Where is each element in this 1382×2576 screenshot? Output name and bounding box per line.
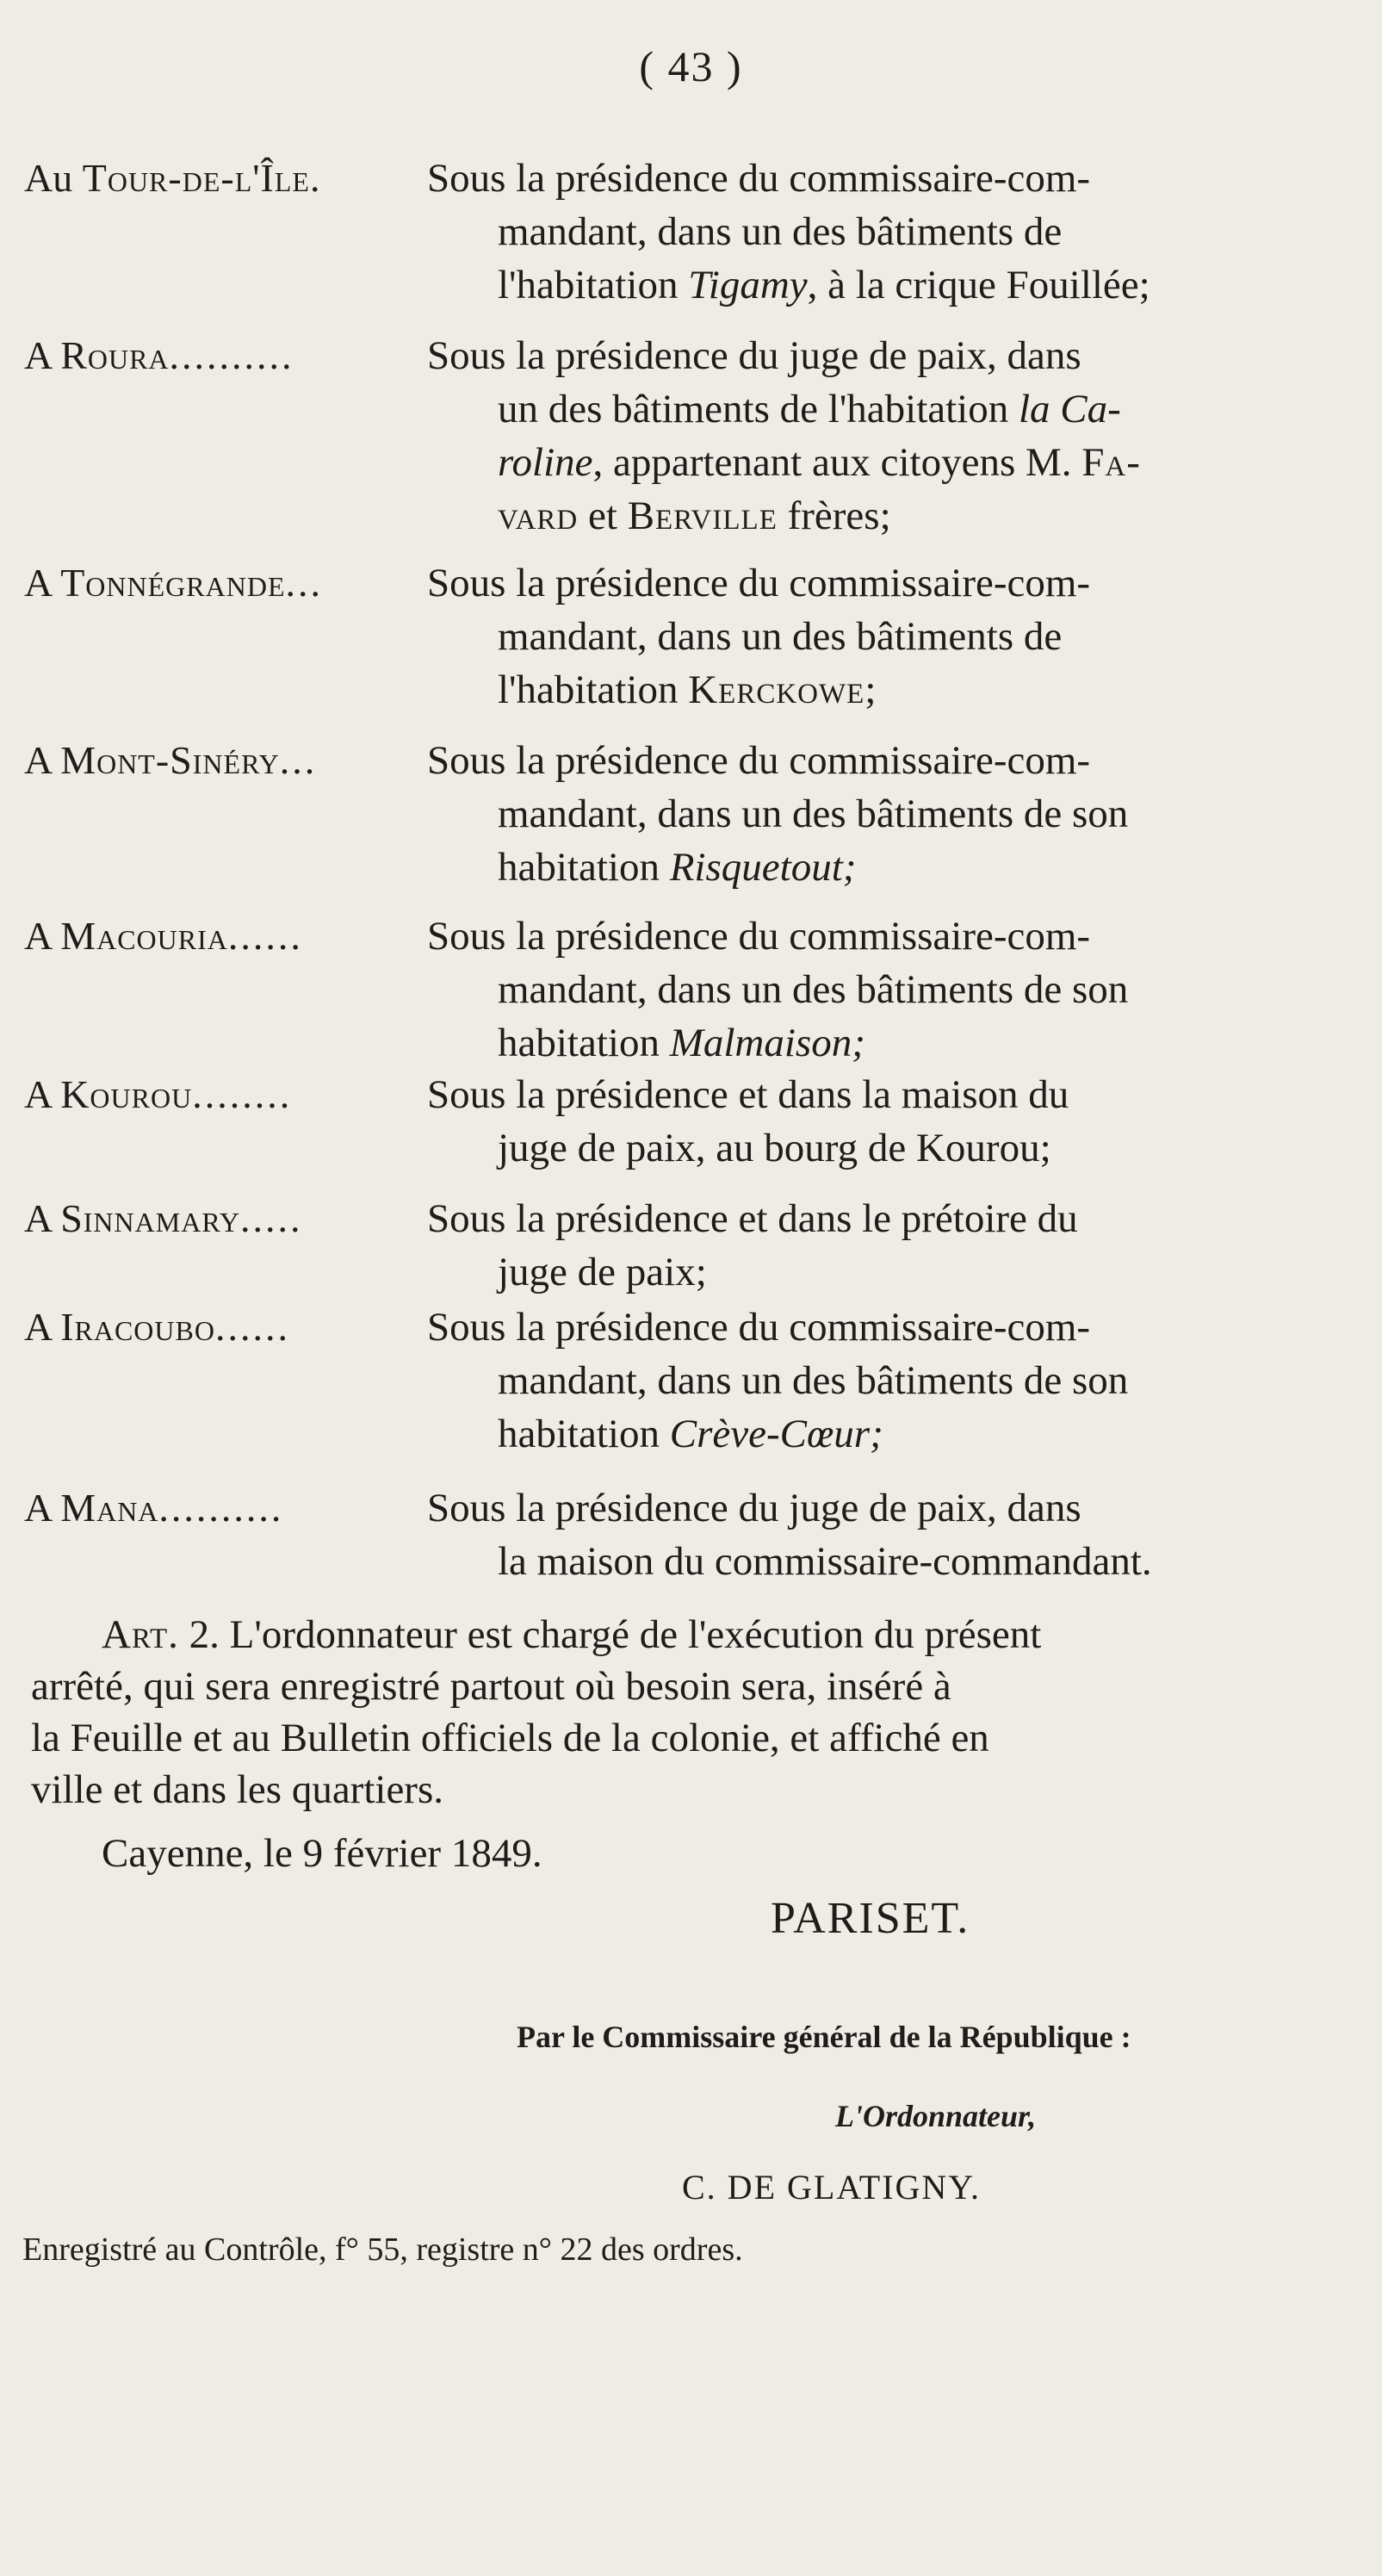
place-description: Sous la présidence du commissaire-com- mandant, dans un des bâtiments de son habitation Malmaison; <box>427 914 1129 1065</box>
place-description: Sous la présidence du juge de paix, dans la maison du commissaire-commandant. <box>427 1486 1152 1584</box>
place-label: A Kourou........ <box>24 1072 293 1116</box>
place-name: Mana <box>60 1486 159 1530</box>
place-label: A Roura.......... <box>24 333 294 377</box>
place-description: Sous la présidence du commissaire-com- mandant, dans un des bâtiments de l'habitation Kerckowe; <box>427 561 1091 712</box>
place-description: Sous la présidence du commissaire-com- mandant, dans un des bâtiments de son habitation Risquetout; <box>427 738 1129 890</box>
place-name: Kourou <box>60 1072 193 1116</box>
desc-line: l'habitation Tigamy, à la crique Fouillée; <box>498 263 1150 307</box>
place-name: Roura <box>60 333 170 377</box>
registration-note: Enregistré au Contrôle, f° 55, registre n° 22 des ordres. <box>22 2231 743 2268</box>
place-name: Mont-Sinéry <box>60 738 280 782</box>
leader-dots: . <box>309 156 323 200</box>
place-name: Tour-de-l'Île <box>82 156 310 200</box>
place-label: A Macouria...... <box>24 914 303 958</box>
place-label <box>24 152 429 205</box>
desc-line: mandant, dans un des bâtiments de <box>498 209 1063 254</box>
article-label: Art. <box>102 1612 179 1657</box>
place-label: A Mont-Sinéry... <box>24 738 318 782</box>
article-paragraph: Art. 2. L'ordonnateur est chargé de l'exécution du présent arrêté, qui sera enregistré partout où besoin sera, inséré à la Feuille et au Bulletin officiels de la colonie, et affiché en ville et dans les quartiers. <box>31 1612 1042 1812</box>
ordonnateur-name: C. DE GLATIGNY. <box>682 2168 982 2207</box>
place-name: Sinnamary <box>60 1196 241 1240</box>
place-name: Iracoubo <box>60 1305 215 1349</box>
place-description: Sous la présidence et dans la maison du juge de paix, au bourg de Kourou; <box>427 1072 1069 1170</box>
place-name: Tonnégrande <box>60 561 286 605</box>
place-description <box>427 152 1297 312</box>
place-name: Macouria <box>60 914 228 958</box>
place-description: Sous la présidence et dans le prétoire du juge de paix; <box>427 1196 1078 1294</box>
place-label: A Sinnamary..... <box>24 1196 303 1240</box>
date-line: Cayenne, le 9 février 1849. <box>102 1831 542 1876</box>
place-prefix: Au <box>24 156 73 200</box>
desc-line: Sous la présidence du commissaire-com- <box>427 156 1091 201</box>
attestation-line: Par le Commissaire général de la République : <box>517 2020 1131 2054</box>
place-label: A Tonnégrande... <box>24 561 323 605</box>
place-label: A Iracoubo...... <box>24 1305 290 1349</box>
signature-pariset: PARISET. <box>771 1894 970 1943</box>
page-number: ( 43 ) <box>639 42 743 90</box>
place-label: A Mana.......... <box>24 1486 284 1530</box>
ordonnateur-title: L'Ordonnateur, <box>835 2099 1037 2133</box>
place-description: Sous la présidence du juge de paix, dans un des bâtiments de l'habitation la Ca- roline, appartenant aux citoyens M. Fa- vard et Berville frères; <box>427 333 1141 538</box>
place-description: Sous la présidence du commissaire-com- mandant, dans un des bâtiments de son habitation Crève-Cœur; <box>427 1305 1129 1456</box>
article-number: 2. <box>189 1612 220 1657</box>
